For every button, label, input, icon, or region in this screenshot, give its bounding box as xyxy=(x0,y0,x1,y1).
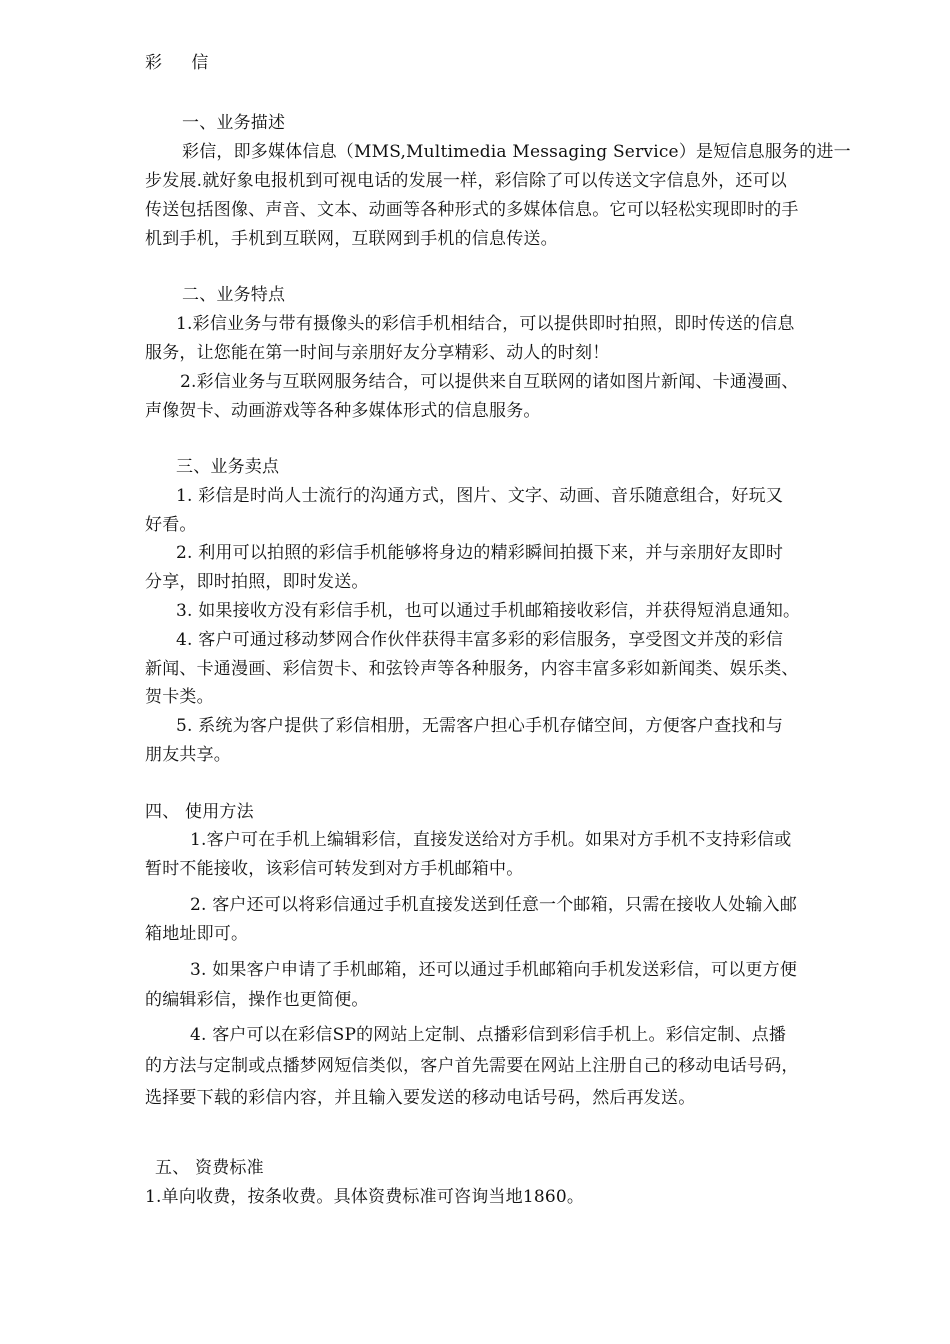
section-heading-selling-points: 三、业务卖点 xyxy=(176,457,280,477)
paragraph-line: 4. 客户可以在彩信SP的网站上定制、点播彩信到彩信手机上。彩信定制、点播 xyxy=(190,1025,787,1045)
paragraph-line: 新闻、卡通漫画、彩信贺卡、和弦铃声等各种服务，内容丰富多彩如新闻类、娱乐类、 xyxy=(145,659,799,679)
paragraph-line: 步发展.就好象电报机到可视电话的发展一样，彩信除了可以传送文字信息外，还可以 xyxy=(145,171,788,191)
paragraph-line: 2. 客户还可以将彩信通过手机直接发送到任意一个邮箱，只需在接收人处输入邮 xyxy=(190,895,798,915)
paragraph-line: 3. 如果客户申请了手机邮箱，还可以通过手机邮箱向手机发送彩信，可以更方便 xyxy=(190,960,798,980)
paragraph-line: 机到手机，手机到互联网，互联网到手机的信息传送。 xyxy=(145,229,558,249)
paragraph-line: 5. 系统为客户提供了彩信相册，无需客户担心手机存储空间，方便客户查找和与 xyxy=(176,716,784,736)
section-heading-features: 二、业务特点 xyxy=(182,285,286,305)
paragraph-line: 暂时不能接收，该彩信可转发到对方手机邮箱中。 xyxy=(145,859,524,879)
paragraph-line: 1. 彩信是时尚人士流行的沟通方式，图片、文字、动画、音乐随意组合，好玩又 xyxy=(176,486,784,506)
paragraph-line: 朋友共享。 xyxy=(145,745,231,765)
paragraph-line: 贺卡类。 xyxy=(145,687,214,707)
paragraph-line: 2. 利用可以拍照的彩信手机能够将身边的精彩瞬间拍摄下来，并与亲朋好友即时 xyxy=(176,543,784,563)
paragraph-line: 的方法与定制或点播梦网短信类似，客户首先需要在网站上注册自己的移动电话号码， xyxy=(145,1056,799,1076)
section-heading-description: 一、业务描述 xyxy=(182,113,286,133)
paragraph-line: 好看。 xyxy=(145,515,197,535)
paragraph-line: 传送包括图像、声音、文本、动画等各种形式的多媒体信息。它可以轻松实现即时的手 xyxy=(145,200,799,220)
paragraph-line: 1.彩信业务与带有摄像头的彩信手机相结合，可以提供即时拍照，即时传送的信息 xyxy=(176,314,795,334)
paragraph-line: 选择要下载的彩信内容，并且输入要发送的移动电话号码，然后再发送。 xyxy=(145,1088,696,1108)
paragraph-line: 1.单向收费，按条收费。具体资费标准可咨询当地1860。 xyxy=(145,1187,585,1207)
paragraph-line: 2.彩信业务与互联网服务结合，可以提供来自互联网的诸如图片新闻、卡通漫画、 xyxy=(180,372,799,392)
paragraph-line: 3. 如果接收方没有彩信手机，也可以通过手机邮箱接收彩信，并获得短消息通知。 xyxy=(176,601,801,621)
document-title: 彩 信 xyxy=(145,53,221,73)
section-heading-pricing: 五、 资费标准 xyxy=(155,1158,264,1178)
paragraph-line: 的编辑彩信，操作也更简便。 xyxy=(145,990,369,1010)
section-heading-usage: 四、 使用方法 xyxy=(145,802,254,822)
paragraph-line: 声像贺卡、动画游戏等各种多媒体形式的信息服务。 xyxy=(145,401,541,421)
paragraph-line: 4. 客户可通过移动梦网合作伙伴获得丰富多彩的彩信服务，享受图文并茂的彩信 xyxy=(176,630,784,650)
paragraph-line: 服务，让您能在第一时间与亲朋好友分享精彩、动人的时刻！ xyxy=(145,343,610,363)
paragraph-line: 箱地址即可。 xyxy=(145,924,249,944)
paragraph-line: 分享，即时拍照，即时发送。 xyxy=(145,572,369,592)
paragraph-line: 1.客户可在手机上编辑彩信，直接发送给对方手机。如果对方手机不支持彩信或 xyxy=(190,830,792,850)
paragraph-line: 彩信，即多媒体信息（MMS,Multimedia Messaging Service）是短信息服务的进一 xyxy=(182,142,851,162)
